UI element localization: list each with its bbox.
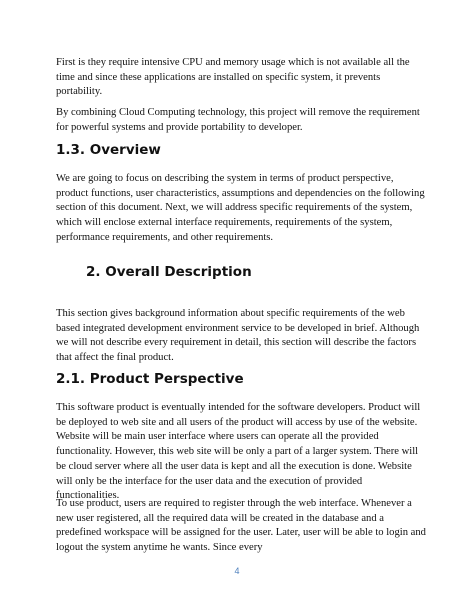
intro-paragraph-1: First is they require intensive CPU and memory usage which is not available all the time and since these applications are installed on specific system, it prevents portability. [56,57,410,98]
section-heading-product-perspective: 2.1. Product Perspective [56,371,244,387]
page-number: 4 [234,566,240,576]
intro-paragraph-2: By combining Cloud Computing technology, this project will remove the requirement for powerful systems and provide portability to developer. [56,107,420,133]
product-perspective-paragraph-1: This software product is eventually intended for the software developers. Product will be deployed to web site and all users of the product will access by use of the website. Website will be main user interface where users can operate all the provided functionality. However, this web site will be only a part of a larger system. There will be cloud server where all the user data is kept and all the execution is done. Website will only be the interface for the user data and the execution of provided functionalities. [56,402,421,502]
section-heading-overall-description: 2. Overall Description [86,264,252,280]
product-perspective-paragraph-2: To use product, users are required to register through the web interface. Whenever a new user registered, all the required data will be created in the database and a predefined workspace will be assigned for the user. Later, user will be able to login and logout the system anytime he wants. Since every [56,498,426,554]
section-heading-overview: 1.3. Overview [56,142,161,158]
overview-paragraph: We are going to focus on describing the system in terms of product perspective, product functions, user characteristics, assumptions and dependencies on the following section of this document. Next, we will address specific requirements of the system, which will enclose external interface requirements, requirements of the system, performance requirements, and other requirements. [56,173,425,243]
overall-description-paragraph: This section gives background information about specific requirements of the web based integrated development environment service to be developed in brief. Although we will not describe every requirement in detail, this section will describe the factors that affect the final product. [56,308,420,364]
